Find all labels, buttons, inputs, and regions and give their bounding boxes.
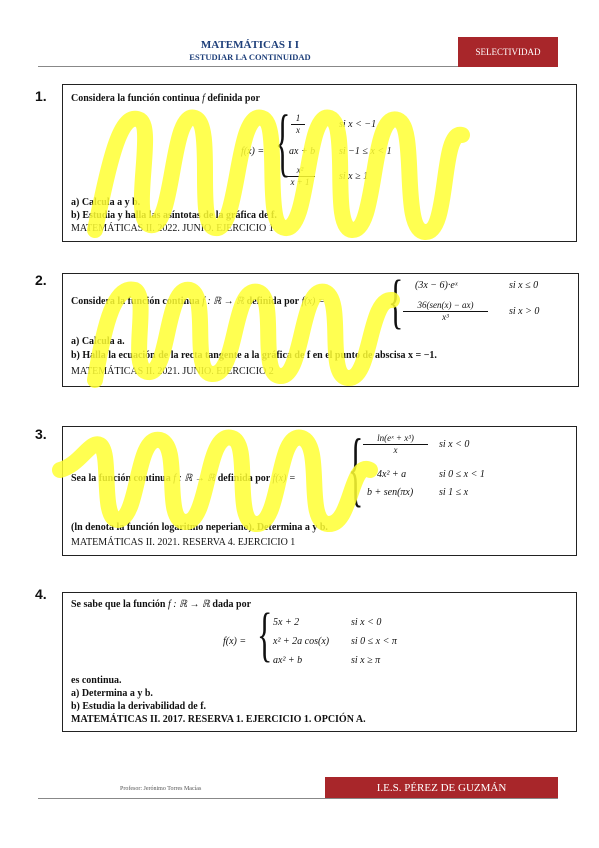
exercise-4-intro-tail: dada por: [212, 599, 252, 610]
header-title: MATEMÁTICAS I I: [200, 39, 300, 51]
exercise-4-case1-expr: 5x + 2: [273, 617, 300, 628]
exercise-3-note: (ln denota la función logaritmo neperiano). Determina a y b.: [71, 522, 328, 533]
exercise-1-fname: f: [202, 93, 205, 104]
exercise-4-box: [62, 592, 577, 732]
exercise-2-case1-expr: (3x − 6)·eˣ: [415, 280, 458, 291]
exercise-4-case2-expr: x² + 2a cos(x): [273, 636, 330, 647]
section-badge: SELECTIVIDAD: [458, 37, 558, 67]
exercise-1-source: MATEMÁTICAS II. 2022. JUNIO. EJERCICIO 1: [71, 223, 274, 234]
exercise-1-part-b: b) Estudia y halla las asíntotas de la gráfica de f.: [71, 210, 277, 221]
exercise-2-case1-cond: si x ≤ 0: [509, 280, 539, 291]
exercise-4-continuity: es continua.: [71, 675, 122, 686]
exercise-2-part-a: a) Calcula a.: [71, 336, 125, 347]
exercise-1-case1-den: x: [291, 124, 305, 136]
exercise-2-number: 2.: [35, 272, 47, 288]
brace-icon: {: [257, 600, 273, 668]
exercise-2-case2-den: x³: [403, 311, 488, 323]
footer-divider: [38, 798, 558, 799]
exercise-1-number: 1.: [35, 88, 47, 104]
exercise-3-case1-cond: si x < 0: [439, 439, 470, 450]
exercise-2-intro-tail: definida por: [246, 296, 299, 307]
exercise-4-case2-cond: si 0 ≤ x < π: [351, 636, 397, 647]
exercise-4-source: MATEMÁTICAS II. 2017. RESERVA 1. EJERCICIO 1. OPCIÓN A.: [71, 714, 366, 725]
footer-school-badge: I.E.S. PÉREZ DE GUZMÁN: [325, 777, 558, 799]
exercise-3-case2-expr: 4x² + a: [377, 469, 407, 480]
brace-icon: {: [388, 267, 404, 335]
exercise-4-domain: f : ℝ → ℝ: [167, 599, 210, 610]
header-subtitle: ESTUDIAR LA CONTINUIDAD: [189, 52, 311, 62]
exercise-1-case3-den: x + 1: [285, 176, 315, 188]
exercise-4-case1-cond: si x < 0: [351, 617, 382, 628]
exercise-3-case1-den: x: [363, 444, 428, 456]
exercise-4-part-a: a) Determina a y b.: [71, 688, 153, 699]
exercise-1-intro: Considera la función continua: [71, 93, 200, 104]
exercise-1-box: [62, 84, 577, 242]
exercise-3-intro: Sea la función continua: [71, 473, 171, 484]
exercise-3-source: MATEMÁTICAS II. 2021. RESERVA 4. EJERCICIO 1: [71, 537, 296, 548]
exercise-4-case3-expr: ax² + b: [273, 655, 303, 666]
exercise-2-lhs: f(x) =: [301, 296, 325, 307]
exercise-4-number: 4.: [35, 586, 47, 602]
exercise-1-case1-cond: si x < −1: [339, 119, 377, 130]
exercise-3-case3-expr: b + sen(πx): [367, 487, 414, 498]
exercise-1-intro-tail: definida por: [207, 93, 260, 104]
exercise-3-domain: f : ℝ → ℝ: [173, 473, 216, 484]
exercise-3-number: 3.: [35, 426, 47, 442]
exercise-1-case3-num: x²: [296, 165, 304, 175]
exercise-2-domain: f : ℝ → ℝ: [202, 296, 245, 307]
exercise-4-case3-cond: si x ≥ π: [351, 655, 381, 666]
exercise-1-case2-expr: ax + b: [289, 146, 316, 157]
exercise-3-lhs: f(x) =: [272, 473, 296, 484]
exercise-1-lhs: f(x) =: [241, 146, 265, 157]
brace-icon: {: [348, 420, 364, 516]
brace-icon: {: [275, 99, 291, 185]
exercise-2-source: MATEMÁTICAS II. 2021. JUNIO. EJERCICIO 2: [71, 366, 274, 377]
exercise-3-intro-tail: definida por: [217, 473, 271, 484]
exercise-2-intro: Considera la función continua: [71, 296, 200, 307]
exercise-3-case1-num: ln(eˣ + x³): [377, 433, 414, 443]
exercise-3-case3-cond: si 1 ≤ x: [439, 487, 469, 498]
exercise-1-case3-cond: si x ≥ 1: [339, 171, 369, 182]
footer-teacher: Profesor: Jerónimo Torres Macías: [120, 786, 202, 792]
exercise-2-part-b: b) Halla la ecuación de la recta tangente a la gráfica de f en el punto de abscisa x = −1.: [71, 350, 437, 361]
exercise-4-part-b: b) Estudia la derivabilidad de f.: [71, 701, 207, 712]
exercise-1-case2-cond: si −1 ≤ x < 1: [339, 146, 392, 157]
exercise-2-box: [62, 267, 579, 387]
exercise-3-case2-cond: si 0 ≤ x < 1: [439, 469, 485, 480]
exercise-1-part-a: a) Calcula a y b.: [71, 197, 141, 208]
exercise-2-case2-cond: si x > 0: [509, 306, 540, 317]
exercise-4-lhs: f(x) =: [223, 636, 247, 647]
header-divider: [38, 66, 458, 67]
exercise-3-box: [62, 420, 577, 556]
exercise-1-case1-num: 1: [295, 113, 301, 123]
exercise-4-intro: Se sabe que la función: [71, 599, 166, 610]
exercise-2-case2-num: 36(sen(x) − ax): [417, 300, 474, 310]
